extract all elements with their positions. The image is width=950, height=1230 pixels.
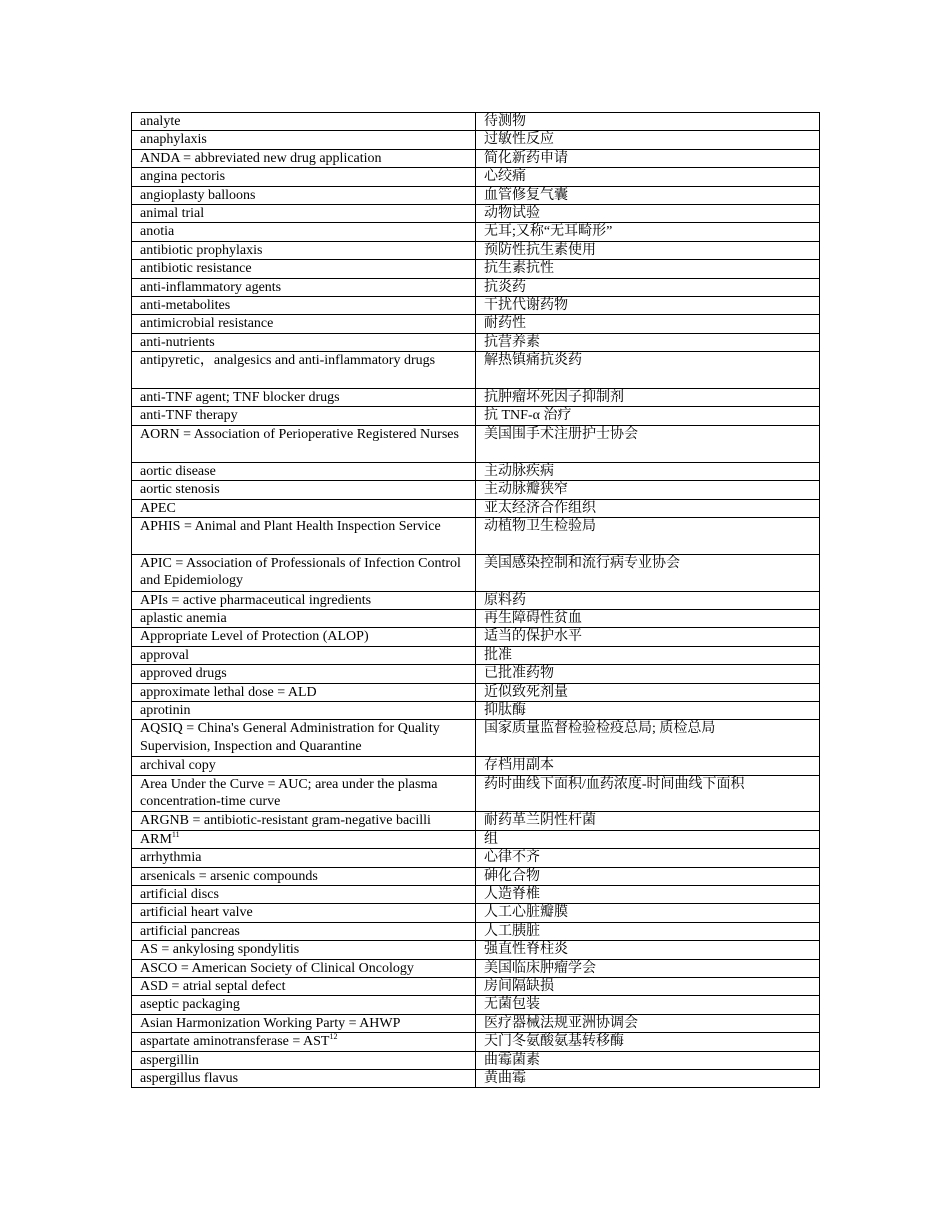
term-chinese: 亚太经济合作组织: [476, 499, 820, 517]
table-row: [132, 241, 820, 259]
table-row: [132, 904, 820, 922]
term-chinese: 组: [476, 830, 820, 848]
table-row: [132, 701, 820, 719]
term-english: [132, 646, 476, 664]
term-english: [132, 757, 476, 775]
term-english-text: antipyretic，analgesics and anti-inflammatory drugs: [140, 353, 436, 369]
table-row: [132, 867, 820, 885]
term-english-text: antimicrobial resistance: [140, 316, 274, 332]
term-english-text: anotia: [140, 224, 175, 240]
table-row: [132, 315, 820, 333]
term-english-text: arsenicals = arsenic compounds: [140, 868, 318, 884]
term-english-text: angina pectoris: [140, 169, 226, 185]
table-row: [132, 683, 820, 701]
term-english: [132, 1014, 476, 1032]
term-english: [132, 499, 476, 517]
term-english-text: anti-inflammatory agents: [140, 279, 282, 295]
table-row: [132, 1033, 820, 1051]
term-english-text: artificial heart valve: [140, 905, 253, 921]
term-english-text: approximate lethal dose = ALD: [140, 684, 317, 700]
term-english-text: anti-TNF agent; TNF blocker drugs: [140, 390, 340, 406]
term-english-text: aseptic packaging: [140, 997, 240, 1013]
term-english-text: anti-metabolites: [140, 298, 231, 314]
term-chinese: 曲霉菌素: [476, 1051, 820, 1069]
term-english-text: antibiotic resistance: [140, 261, 252, 277]
table-row: [132, 812, 820, 830]
term-english: [132, 775, 476, 812]
term-english: [132, 701, 476, 719]
term-english-text: anti-TNF therapy: [140, 408, 238, 424]
table-row: [132, 1051, 820, 1069]
term-english: [132, 297, 476, 315]
term-chinese: 抗炎药: [476, 278, 820, 296]
term-english: [132, 665, 476, 683]
table-row: [132, 333, 820, 351]
table-row: [132, 959, 820, 977]
table-row: [132, 591, 820, 609]
table-row: [132, 665, 820, 683]
term-chinese: 过敏性反应: [476, 131, 820, 149]
term-chinese: 动物试验: [476, 205, 820, 223]
term-chinese: 医疗器械法规亚洲协调会: [476, 1014, 820, 1032]
term-chinese: 存档用副本: [476, 757, 820, 775]
term-english: [132, 720, 476, 757]
term-english: [132, 389, 476, 407]
term-english-text: ARGNB = antibiotic-resistant gram-negative bacilli: [140, 813, 431, 829]
table-row: [132, 131, 820, 149]
term-english: [132, 278, 476, 296]
term-english-text: AQSIQ = China's General Administration for Quality Supervision, Inspection and Quarantine: [140, 721, 440, 754]
term-english: [132, 186, 476, 204]
term-english: [132, 462, 476, 480]
table-row: [132, 389, 820, 407]
term-chinese: 解热镇痛抗炎药: [476, 352, 820, 389]
table-row: [132, 517, 820, 554]
table-row: [132, 628, 820, 646]
glossary-body: [132, 113, 820, 1088]
table-row: [132, 554, 820, 591]
term-english: [132, 168, 476, 186]
table-row: [132, 720, 820, 757]
table-row: [132, 186, 820, 204]
footnote-marker: 12: [329, 1032, 338, 1042]
term-english: [132, 425, 476, 462]
term-english-text: aspergillin: [140, 1052, 199, 1068]
term-chinese: 适当的保护水平: [476, 628, 820, 646]
glossary-table: [131, 112, 820, 1088]
term-chinese: 再生障碍性贫血: [476, 609, 820, 627]
term-chinese: 待测物: [476, 113, 820, 131]
term-english-text: aspergillus flavus: [140, 1071, 239, 1087]
term-english: [132, 812, 476, 830]
table-row: [132, 996, 820, 1014]
term-chinese: 原料药: [476, 591, 820, 609]
term-english: [132, 628, 476, 646]
term-chinese: 抗 TNF-α 治疗: [476, 407, 820, 425]
term-english: [132, 1070, 476, 1088]
term-english-text: aspartate aminotransferase = AST: [140, 1034, 330, 1050]
term-english: [132, 941, 476, 959]
term-chinese: 耐药革兰阴性杆菌: [476, 812, 820, 830]
table-row: [132, 462, 820, 480]
term-chinese: 国家质量监督检验检疫总局; 质检总局: [476, 720, 820, 757]
term-chinese: 抑肽酶: [476, 701, 820, 719]
term-english: [132, 978, 476, 996]
term-english-text: APEC: [140, 500, 176, 516]
term-chinese: 人工胰脏: [476, 922, 820, 940]
term-english: [132, 867, 476, 885]
term-chinese: 天门冬氨酸氨基转移酶: [476, 1033, 820, 1051]
term-english: [132, 241, 476, 259]
term-english-text: Area Under the Curve = AUC; area under the plasma concentration-time curve: [140, 776, 438, 809]
table-row: [132, 297, 820, 315]
term-chinese: 美国围手术注册护士协会: [476, 425, 820, 462]
term-english-text: angioplasty balloons: [140, 187, 256, 203]
table-row: [132, 609, 820, 627]
term-chinese: 预防性抗生素使用: [476, 241, 820, 259]
term-english: [132, 149, 476, 167]
term-chinese: 美国感染控制和流行病专业协会: [476, 554, 820, 591]
term-chinese: 抗营养素: [476, 333, 820, 351]
term-chinese: 主动脉瓣狭窄: [476, 481, 820, 499]
term-english-text: Asian Harmonization Working Party = AHWP: [140, 1015, 401, 1031]
footnote-marker: 11: [171, 830, 180, 839]
term-chinese: 批准: [476, 646, 820, 664]
term-english: [132, 609, 476, 627]
table-row: [132, 922, 820, 940]
term-english: [132, 830, 476, 848]
table-row: [132, 775, 820, 812]
table-row: [132, 978, 820, 996]
term-english-text: ASCO = American Society of Clinical Oncology: [140, 960, 414, 976]
term-english: [132, 683, 476, 701]
table-row: [132, 757, 820, 775]
term-english: [132, 849, 476, 867]
table-row: [132, 1070, 820, 1088]
table-row: [132, 646, 820, 664]
term-chinese: 近似致死剂量: [476, 683, 820, 701]
term-english: [132, 131, 476, 149]
table-row: [132, 425, 820, 462]
table-row: [132, 941, 820, 959]
term-english-text: animal trial: [140, 206, 205, 222]
term-english: [132, 481, 476, 499]
term-chinese: 心绞痛: [476, 168, 820, 186]
table-row: [132, 168, 820, 186]
term-english-text: aprotinin: [140, 702, 191, 718]
term-english-text: approval: [140, 647, 189, 663]
table-row: [132, 205, 820, 223]
term-english-text: APIC = Association of Professionals of Infection Control and Epidemiology: [140, 555, 461, 589]
term-english: [132, 223, 476, 241]
term-chinese: 动植物卫生检验局: [476, 517, 820, 554]
term-chinese: 药时曲线下面积/血药浓度-时间曲线下面积: [476, 775, 820, 812]
term-english-text: artificial pancreas: [140, 923, 240, 939]
term-chinese: 心律不齐: [476, 849, 820, 867]
term-english-text: arrhythmia: [140, 850, 202, 866]
term-english-text: anti-nutrients: [140, 334, 215, 350]
term-chinese: 干扰代谢药物: [476, 297, 820, 315]
term-english: [132, 904, 476, 922]
table-row: [132, 407, 820, 425]
table-row: [132, 278, 820, 296]
term-english-text: APHIS = Animal and Plant Health Inspection Service: [140, 518, 441, 534]
table-row: [132, 830, 820, 848]
table-row: [132, 499, 820, 517]
term-english-text: aortic stenosis: [140, 482, 220, 498]
term-english-text: antibiotic prophylaxis: [140, 242, 263, 258]
term-english-text: AORN = Association of Perioperative Registered Nurses: [140, 426, 459, 442]
term-chinese: 强直性脊柱炎: [476, 941, 820, 959]
term-english: [132, 591, 476, 609]
table-row: [132, 149, 820, 167]
term-english-text: ANDA = abbreviated new drug application: [140, 150, 382, 166]
term-english: [132, 113, 476, 131]
table-row: [132, 849, 820, 867]
term-english-text: aortic disease: [140, 463, 216, 479]
term-chinese: 砷化合物: [476, 867, 820, 885]
table-row: [132, 481, 820, 499]
term-english-text: ARM: [140, 831, 172, 847]
term-chinese: 抗肿瘤坏死因子抑制剂: [476, 389, 820, 407]
term-english: [132, 205, 476, 223]
term-chinese: 耐药性: [476, 315, 820, 333]
term-english-text: analyte: [140, 114, 181, 129]
table-row: [132, 260, 820, 278]
term-english: [132, 1051, 476, 1069]
term-chinese: 黄曲霉: [476, 1070, 820, 1088]
term-chinese: 抗生素抗性: [476, 260, 820, 278]
term-chinese: 血管修复气囊: [476, 186, 820, 204]
term-english-text: APIs = active pharmaceutical ingredients: [140, 592, 372, 608]
term-chinese: 美国临床肿瘤学会: [476, 959, 820, 977]
table-row: [132, 113, 820, 131]
term-english: [132, 554, 476, 591]
term-english-text: aplastic anemia: [140, 610, 227, 626]
term-chinese: 已批准药物: [476, 665, 820, 683]
term-english: [132, 517, 476, 554]
term-chinese: 无耳;又称“无耳畸形”: [476, 223, 820, 241]
table-row: [132, 223, 820, 241]
term-english: [132, 1033, 476, 1051]
term-english: [132, 922, 476, 940]
term-english-text: archival copy: [140, 758, 216, 774]
term-chinese: 无菌包装: [476, 996, 820, 1014]
term-chinese: 房间隔缺损: [476, 978, 820, 996]
term-english: [132, 333, 476, 351]
term-english: [132, 352, 476, 389]
term-english-text: Appropriate Level of Protection (ALOP): [140, 629, 369, 645]
table-row: [132, 885, 820, 903]
term-english: [132, 885, 476, 903]
table-row: [132, 352, 820, 389]
term-english-text: AS = ankylosing spondylitis: [140, 942, 300, 958]
term-english-text: anaphylaxis: [140, 132, 207, 148]
term-english: [132, 996, 476, 1014]
term-english: [132, 260, 476, 278]
term-english: [132, 959, 476, 977]
term-english-text: artificial discs: [140, 886, 219, 902]
term-chinese: 主动脉疾病: [476, 462, 820, 480]
table-row: [132, 1014, 820, 1032]
term-chinese: 人工心脏瓣膜: [476, 904, 820, 922]
term-english: [132, 315, 476, 333]
term-english: [132, 407, 476, 425]
term-english-text: approved drugs: [140, 666, 227, 682]
term-chinese: 简化新药申请: [476, 149, 820, 167]
term-chinese: 人造脊椎: [476, 885, 820, 903]
term-english-text: ASD = atrial septal defect: [140, 979, 286, 994]
